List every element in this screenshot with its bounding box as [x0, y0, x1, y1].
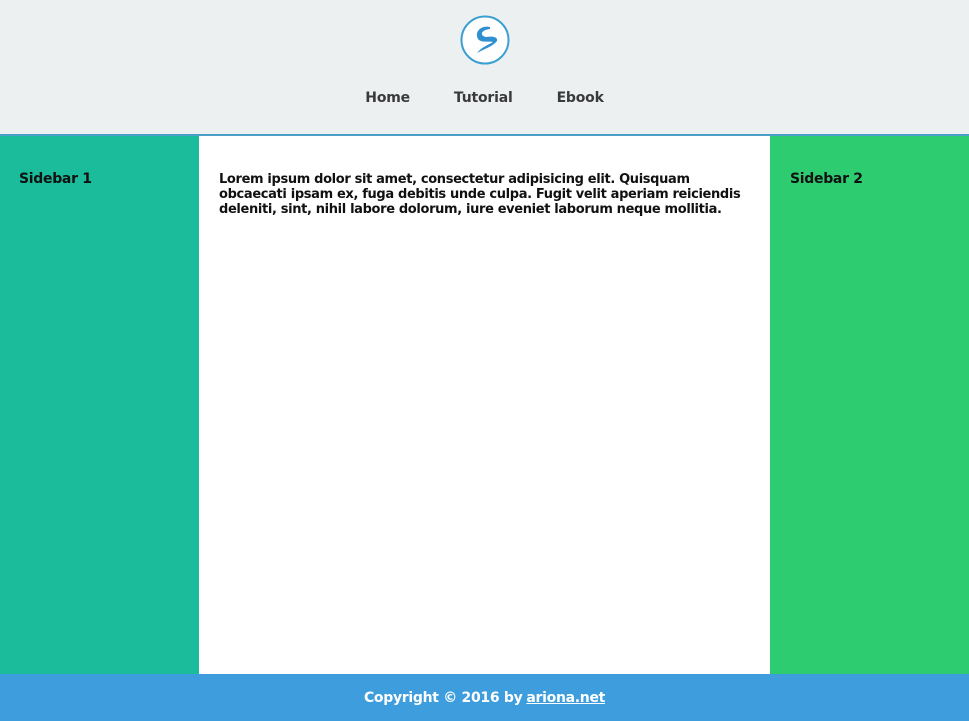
main-content [199, 136, 770, 674]
main-nav [0, 90, 969, 106]
nav-ebook[interactable]: Ebook [556, 90, 604, 106]
sidebar-2 [770, 136, 969, 674]
sidebar-1 [0, 136, 199, 674]
nav-home[interactable]: Home [365, 90, 410, 106]
site-logo-icon[interactable] [460, 15, 510, 65]
sidebar-1-title: Sidebar 1 [19, 171, 92, 187]
main-layout [0, 136, 969, 674]
content-paragraph: Lorem ipsum dolor sit amet, consectetur adipisicing elit. Quisquam obcaecati ipsam ex, fuga debitis unde culpa. Fugit velit aperiam reiciendis deleniti, sint, nihil labore dolorum, iure eveniet laborum neque mollitia. [219, 172, 741, 217]
footer-link[interactable]: ariona.net [526, 689, 606, 706]
site-footer [0, 674, 969, 721]
nav-tutorial[interactable]: Tutorial [453, 90, 513, 106]
site-header [0, 0, 969, 136]
copyright-text: Copyright © 2016 by [363, 689, 523, 706]
sidebar-2-title: Sidebar 2 [790, 171, 863, 187]
